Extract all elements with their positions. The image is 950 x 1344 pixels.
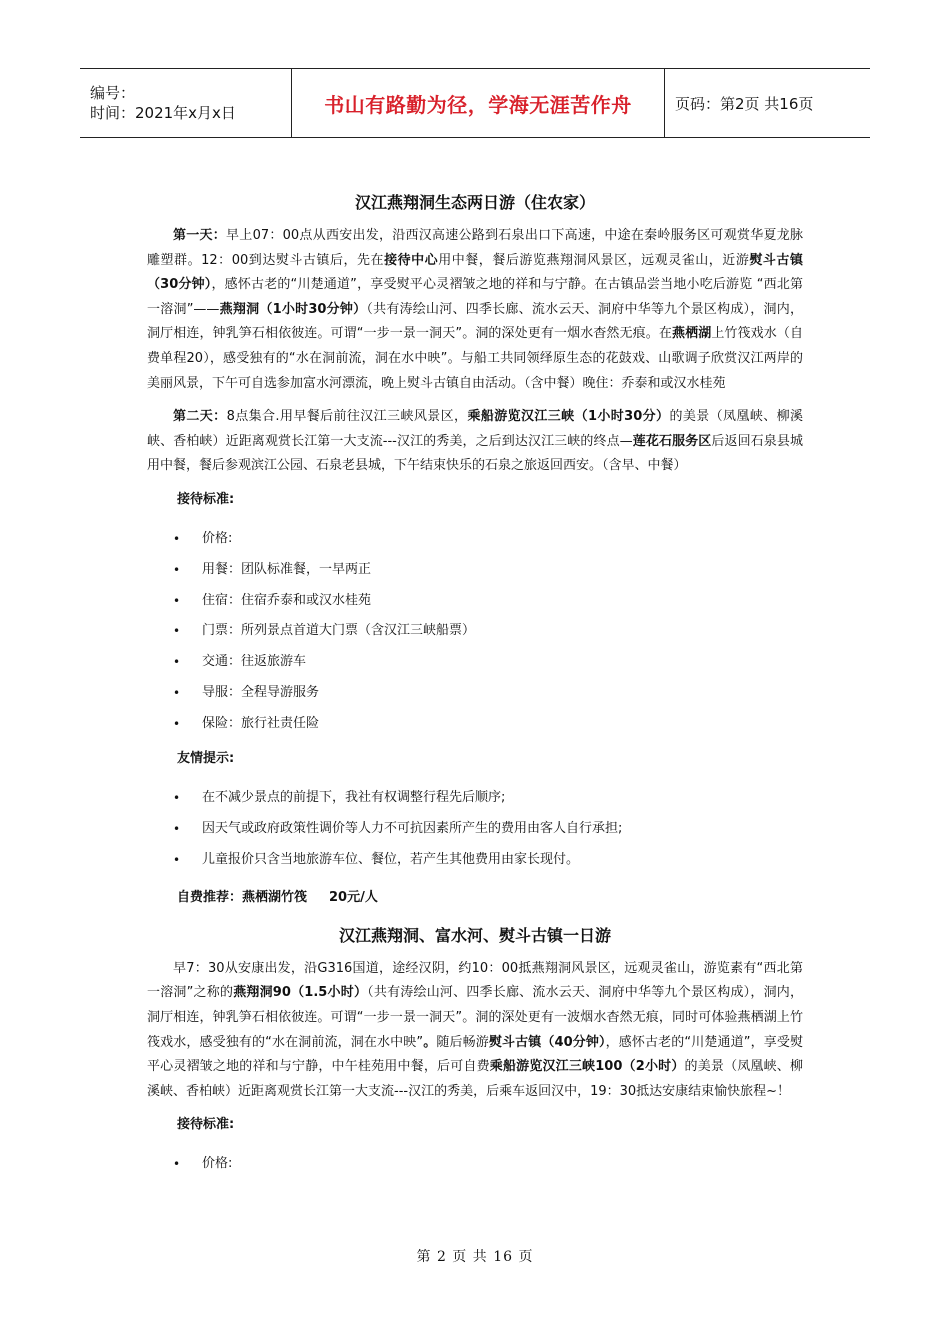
header-meta [80,69,292,137]
day1-bold: 接待中心 [384,252,439,268]
tour2-text: （共有涛绘山河、四季长廊、流水云天、洞府中华等九个景区构成），洞内，洞厅相连，钟乳笋石相依彼连。可谓“一步一景一洞天”。洞的深处更有一波烟水杳然无痕，同时可体验燕栖湖上竹筏戏水，感受独有的“水在洞前流，洞在水中映” [147,985,803,1050]
day2-bold: 乘船游览汉江三峡（1小时30分） [467,409,670,425]
tour1-tips-label: 友情提示: [177,751,235,767]
day1-lead: 第一天： [173,228,227,243]
list-item: • 导服：全程导游服务 [147,681,803,706]
tour1-title: 汉江燕翔洞生态两日游（住农家） [354,193,595,212]
day2-lead: 第二天： [173,409,227,425]
page-label: 页码：第2页 共16页 [675,94,814,113]
list-item: • 在不减少景点的前提下，我社有权调整行程先后顺序; [147,786,803,811]
tour1-day2-paragraph [147,405,803,479]
day2-text: 8点集合.用早餐后前往汉江三峡风景区， [226,409,468,425]
tour2-reception-list [147,1152,803,1177]
tour2-bold: 熨斗古镇（40分钟） [488,1034,606,1050]
tour1-self-pay [177,886,803,911]
day1-text: 上竹筏戏水（自费单程20），感受独有的“水在洞前流，洞在水中映”。与船工共同领绎原生态的花鼓戏、山歌调子欣赏汉江两岸的美丽风景，下午可自选参加富水河漂流，晚上熨斗古镇自由活动。（含中餐）晚住：乔泰和或汉水桂苑 [147,326,803,391]
tour2-text: ，感怀古老的“川楚通道”，享受熨平心灵褶皱之地的祥和与宁静，中午桂苑用中餐，后可自费 [147,1034,803,1075]
tour2-bold: 燕翔洞90（1.5小时） [233,985,368,1001]
day1-bold: 燕栖湖 [671,326,712,342]
page-header [80,68,870,138]
header-motto-cell [292,69,665,137]
tour1-reception-label: 接待标准: [177,491,235,507]
list-item: • 价格: [147,527,803,552]
tour1-reception-list [147,527,803,738]
tour2-paragraph [147,957,803,1105]
tour2-bold: 乘船游览汉江三峡100（2小时） [489,1059,685,1075]
list-item: • 儿童报价只含当地旅游车位、餐位，若产生其他费用由家长现付。 [147,848,803,873]
list-item: • 价格: [147,1152,803,1177]
day1-text: 早上07：00点从西安出发，沿西汉高速公路到石泉出口下高速，中途在秦岭服务区可观赏华夏龙脉雕塑群。12：00到达熨斗古镇后，先在 [147,228,803,268]
list-item: • 用餐：团队标准餐，一早两正 [147,558,803,583]
list-item: • 交通：往返旅游车 [147,650,803,675]
page-footer: 第 2 页 共 16 页 [416,1249,534,1265]
tour2-text: 早7：30从安康出发，沿G316国道，途经汉阴，约10：00抵燕翔洞风景区，远观灵雀山，游览素有“西北第一溶洞”之称的 [147,960,803,1001]
self-pay-price: 20元/人 [329,890,378,906]
tour2-text: 的美景（凤凰峡、柳溪峡、香柏峡）近距离观赏长江第一大支流---汉江的秀美，后乘车返回汉中，19：30抵达安康结束愉快旅程~！ [147,1059,803,1099]
day2-text: 后返回石泉县城用中餐，餐后参观滨江公园、石泉老县城，下午结束快乐的石泉之旅返回西安。（含早、中餐） [147,433,803,474]
number-label: 编号： [90,84,136,102]
day2-bold: 莲花石服务区 [632,433,712,449]
list-item: • 门票：所列景点首道大门票（含汉江三峡船票） [147,619,803,644]
tour2-title: 汉江燕翔洞、富水河、熨斗古镇一日游 [338,925,611,945]
time-label: 时间：2021年x月x日 [90,104,236,122]
day1-bold: 熨斗古镇 （30分钟） [147,252,803,293]
tour2-bold: 。 [423,1034,437,1050]
tour2-reception-label: 接待标准: [177,1117,235,1133]
tour1-day1-paragraph [147,224,803,396]
header-page-cell [665,69,870,137]
day1-text: （共有涛绘山河、四季长廊、流水云天、洞府中华等九个景区构成），洞内，洞厅相连，钟乳笋石相依彼连。可谓“一步一景一洞天”。洞的深处更有一烟水杳然无痕。在 [147,301,803,342]
list-item: • 因天气或政府政策性调价等人力不可抗因素所产生的费用由客人自行承担; [147,817,803,842]
day2-text: 的美景（凤凰峡、柳溪峡、香柏峡）近距离观赏长江第一大支流---汉江的秀美，之后到达汉江三峡的终点— [147,409,803,449]
list-item: • 住宿：住宿乔泰和或汉水桂苑 [147,589,803,614]
header-motto: 书山有路勤为径，学海无涯苦作舟 [324,92,632,117]
document-body [147,192,803,1183]
day1-text: 用中餐，餐后游览燕翔洞风景区，远观灵雀山，近游 [438,252,750,268]
self-pay-label: 自费推荐：燕栖湖竹筏 [177,890,308,906]
day1-text: ，感怀古老的“川楚通道”，享受熨平心灵褶皱之地的祥和与宁静。在古镇品尝当地小吃后游览 “西北第一溶洞”—— [147,277,803,317]
tour1-tips-list [147,786,803,873]
tour2-text: 随后畅游 [436,1034,489,1050]
list-item: • 保险：旅行社责任险 [147,712,803,737]
day1-bold: 燕翔洞（1小时30分钟） [219,301,367,317]
